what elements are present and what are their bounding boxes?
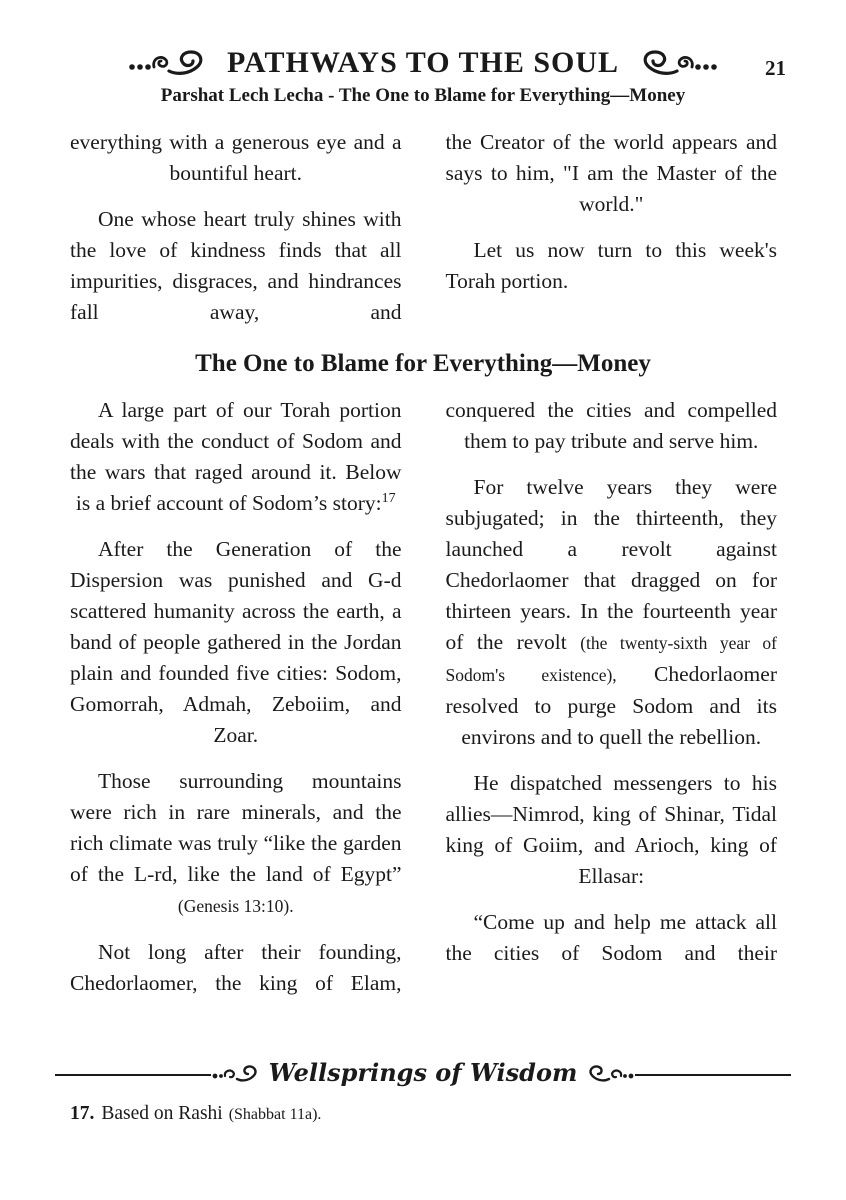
footnote-reference: (Shabbat 11a). [228, 1106, 322, 1123]
paragraph [446, 472, 778, 753]
footer-flourish-left-icon [211, 1064, 265, 1086]
masthead [0, 0, 846, 80]
section-columns [0, 395, 846, 1014]
footnote [70, 1103, 791, 1125]
chapter-subtitle: Parshat Lech Lecha - The One to Blame for Everything—Money [160, 85, 686, 106]
paragraph [446, 395, 778, 457]
paragraph-run: One whose heart truly shines with the love of kindness finds that all impurities, disgraces, and hindrances fall away, and [70, 207, 402, 324]
paragraph [446, 907, 778, 969]
paragraph [446, 127, 778, 220]
paragraph [70, 395, 402, 519]
paragraph [70, 766, 402, 922]
section-right-column [446, 395, 778, 1014]
paragraph-run: Not long after their founding, Chedorlaomer, the king of Elam, [70, 940, 402, 995]
intro-left-column [70, 127, 402, 343]
paragraph-run: Chedorlaomer resolved to purge Sodom and its environs and to quell the rebellion. [445, 662, 777, 749]
paragraph-run-sup: 17 [381, 490, 396, 506]
footnote-number: 17. [70, 1103, 95, 1124]
footer-ornament-title: Wellsprings of Wisdom [268, 1058, 578, 1087]
intro-columns [0, 127, 846, 343]
footer-flourish-right-icon [581, 1064, 635, 1086]
footnote-text: Based on Rashi [101, 1103, 223, 1124]
title-flourish-right-icon [627, 46, 719, 80]
paragraph [446, 768, 778, 892]
paragraph [70, 937, 402, 999]
footer-rule-right [635, 1074, 791, 1076]
paragraph-run-small: (the twenty-sixth year of Sodom's existence), [445, 633, 777, 685]
paragraph-run: After the Generation of the Dispersion was punished and G-d scattered humanity across the earth, a band of people gathered in the Jordan plain and founded five cities: Sodom, Gomorrah, Admah, Zeboiim, and Zoar. [70, 537, 402, 747]
section-heading: The One to Blame for Everything—Money [195, 350, 651, 377]
paragraph-run: For twelve years they were subjugated; in the thirteenth, they launched a revolt against Chedorlaomer that dragged on for thirteen years. In the fourteenth year of the revolt [445, 475, 777, 654]
paragraph [70, 204, 402, 328]
paragraph [70, 127, 402, 189]
paragraph-run: conquered the cities and compelled them to pay tribute and serve him. [445, 398, 777, 453]
page-title: PATHWAYS TO THE SOUL [226, 46, 620, 79]
paragraph-run: Let us now turn to this week's Torah portion. [445, 238, 777, 293]
footer-ornament [55, 1060, 791, 1089]
page-footer [55, 1060, 791, 1125]
paragraph [70, 534, 402, 751]
section-left-column [70, 395, 402, 1014]
paragraph-run: He dispatched messengers to his allies—Nimrod, king of Shinar, Tidal king of Goiim, and Arioch, king of Ellasar: [445, 771, 777, 888]
paragraph-run: everything with a generous eye and a bountiful heart. [70, 130, 402, 185]
paragraph [446, 235, 778, 297]
paragraph-run-small: (Genesis 13:10). [177, 896, 294, 916]
paragraph-run: A large part of our Torah portion deals with the conduct of Sodom and the wars that raged around it. Below is a brief account of Sodom’s story: [70, 398, 402, 515]
paragraph-run: Those surrounding mountains were rich in rare minerals, and the rich climate was truly “like the garden of the L-rd, like the land of Egypt” [70, 769, 402, 886]
footer-rule-left [55, 1074, 211, 1076]
paragraph-run: “Come up and help me attack all the cities of Sodom and their [445, 910, 777, 965]
page-number: 21 [765, 56, 786, 80]
paragraph-run: the Creator of the world appears and says to him, "I am the Master of the world." [445, 130, 777, 216]
title-flourish-left-icon [127, 46, 219, 80]
intro-right-column [446, 127, 778, 343]
